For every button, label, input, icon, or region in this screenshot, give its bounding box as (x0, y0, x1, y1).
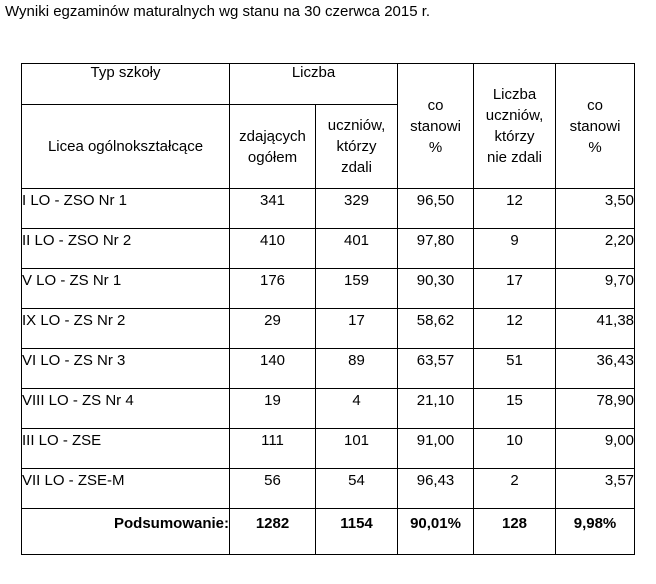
school-name: IX LO - ZS Nr 2 (22, 309, 230, 349)
summary-total-takers: 1282 (230, 509, 316, 555)
header-pass-percent-line3: % (428, 138, 443, 156)
fail-percent: 41,38 (556, 309, 635, 349)
school-name: I LO - ZSO Nr 1 (22, 189, 230, 229)
header-pass-percent-line1: co (427, 96, 444, 114)
pass-percent: 97,80 (398, 229, 474, 269)
summary-pass-percent: 90,01% (398, 509, 474, 555)
total-takers: 111 (230, 429, 316, 469)
table-row (22, 469, 635, 509)
table-row (22, 269, 635, 309)
passed-count: 4 (316, 389, 398, 429)
document-title: Wyniki egzaminów maturalnych wg stanu na 30 czerwca 2015 r. (5, 3, 431, 20)
failed-count: 12 (474, 309, 556, 349)
passed-count: 329 (316, 189, 398, 229)
table-row (22, 389, 635, 429)
fail-percent: 9,00 (556, 429, 635, 469)
header-pass-percent-line2: stanowi (410, 117, 461, 135)
header-school-type: Typ szkoły (22, 64, 230, 105)
summary-fail-percent: 9,98% (556, 509, 635, 555)
school-name: VI LO - ZS Nr 3 (22, 349, 230, 389)
header-count: Liczba (230, 64, 398, 105)
header-passed-students (316, 105, 398, 189)
failed-count: 15 (474, 389, 556, 429)
summary-label: Podsumowanie: (22, 509, 230, 555)
header-pass-percent (398, 64, 474, 189)
header-fail-percent-line1: co (587, 96, 603, 114)
table-row (22, 309, 635, 349)
passed-count: 89 (316, 349, 398, 389)
header-fail-percent-line3: % (588, 138, 602, 156)
exam-results-table (21, 63, 635, 555)
pass-percent: 96,50 (398, 189, 474, 229)
school-name: VII LO - ZSE-M (22, 469, 230, 509)
header-fail-percent (556, 64, 635, 189)
passed-count: 54 (316, 469, 398, 509)
header-total-line1: zdających (239, 127, 306, 145)
failed-count: 12 (474, 189, 556, 229)
total-takers: 410 (230, 229, 316, 269)
passed-count: 159 (316, 269, 398, 309)
summary-row (22, 509, 635, 555)
failed-count: 2 (474, 469, 556, 509)
header-fail-percent-line2: stanowi (569, 117, 621, 135)
total-takers: 176 (230, 269, 316, 309)
header-passed-line2: którzy (336, 138, 377, 155)
school-name: VIII LO - ZS Nr 4 (22, 389, 230, 429)
header-row-top (22, 64, 635, 105)
pass-percent: 21,10 (398, 389, 474, 429)
table-row (22, 349, 635, 389)
total-takers: 56 (230, 469, 316, 509)
header-passed-line3: zdali (341, 159, 372, 176)
total-takers: 341 (230, 189, 316, 229)
header-failed-line2: uczniów, (485, 107, 544, 124)
fail-percent: 36,43 (556, 349, 635, 389)
header-passed-line1: uczniów, (327, 117, 386, 134)
table-row (22, 189, 635, 229)
pass-percent: 90,30 (398, 269, 474, 309)
header-category: Licea ogólnokształcące (22, 105, 230, 189)
school-name: II LO - ZSO Nr 2 (22, 229, 230, 269)
failed-count: 17 (474, 269, 556, 309)
pass-percent: 58,62 (398, 309, 474, 349)
passed-count: 17 (316, 309, 398, 349)
header-failed-line1: Liczba (492, 86, 537, 103)
passed-count: 401 (316, 229, 398, 269)
total-takers: 19 (230, 389, 316, 429)
table-row (22, 229, 635, 269)
header-failed-count (474, 64, 556, 189)
pass-percent: 96,43 (398, 469, 474, 509)
table-row (22, 429, 635, 469)
summary-passed-count: 1154 (316, 509, 398, 555)
failed-count: 51 (474, 349, 556, 389)
fail-percent: 2,20 (556, 229, 635, 269)
failed-count: 10 (474, 429, 556, 469)
header-total-takers (230, 105, 316, 189)
fail-percent: 9,70 (556, 269, 635, 309)
passed-count: 101 (316, 429, 398, 469)
header-total-line2: ogółem (247, 148, 298, 166)
fail-percent: 3,57 (556, 469, 635, 509)
pass-percent: 63,57 (398, 349, 474, 389)
total-takers: 29 (230, 309, 316, 349)
failed-count: 9 (474, 229, 556, 269)
fail-percent: 78,90 (556, 389, 635, 429)
header-failed-line4: nie zdali (486, 149, 543, 166)
summary-failed-count: 128 (474, 509, 556, 555)
school-name: III LO - ZSE (22, 429, 230, 469)
school-name: V LO - ZS Nr 1 (22, 269, 230, 309)
total-takers: 140 (230, 349, 316, 389)
fail-percent: 3,50 (556, 189, 635, 229)
pass-percent: 91,00 (398, 429, 474, 469)
header-failed-line3: którzy (494, 128, 535, 145)
